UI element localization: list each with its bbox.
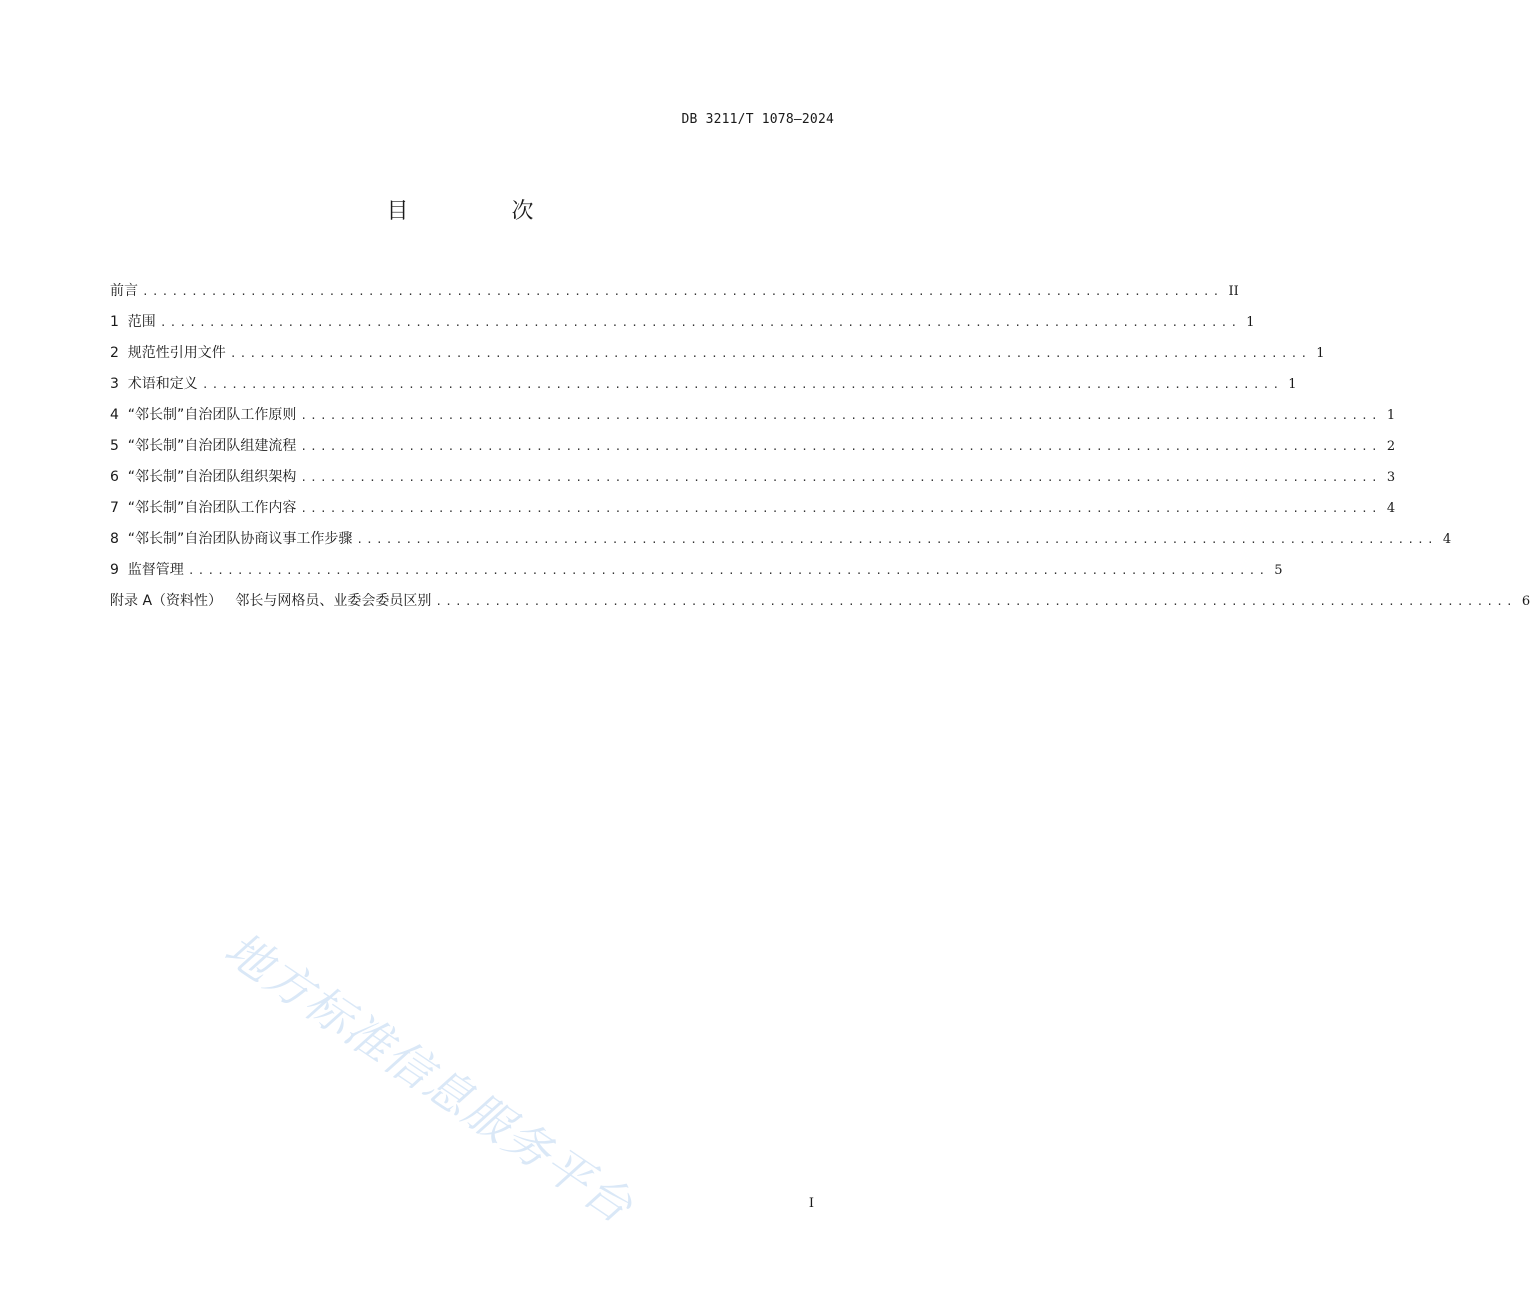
dot-leader: .............................................................................................................. <box>201 378 1283 391</box>
watermark: 地方标准信息服务平台 <box>215 921 644 1235</box>
toc-entry-label: 5 “邻长制”自治团队组建流程 <box>110 438 297 454</box>
dot-leader: .............................................................................................................. <box>142 285 1223 298</box>
toc-entry-foreword[interactable] <box>110 280 1239 311</box>
toc-entry-normative-references[interactable] <box>110 342 1325 373</box>
toc-entry-page: 1 <box>1386 408 1396 423</box>
toc-entry-label: 1 范围 <box>110 314 156 330</box>
toc-entry-terms-definitions[interactable] <box>110 373 1297 404</box>
toc-entry-principles[interactable] <box>110 404 1396 435</box>
document-code: DB 3211/T 1078—2024 <box>681 112 834 127</box>
toc-entry-page: II <box>1228 284 1239 299</box>
toc-entry-appendix-a[interactable] <box>110 590 1530 621</box>
toc-entry-work-content[interactable] <box>110 497 1396 528</box>
toc-entry-consultation-steps[interactable] <box>110 528 1452 559</box>
dot-leader: .............................................................................................................. <box>356 533 1437 546</box>
toc-entry-label: 8 “邻长制”自治团队协商议事工作步骤 <box>110 531 353 547</box>
toc-entry-label: 6 “邻长制”自治团队组织架构 <box>110 469 297 485</box>
toc-entry-label: 4 “邻长制”自治团队工作原则 <box>110 407 297 423</box>
toc-entry-formation-process[interactable] <box>110 435 1396 466</box>
dot-leader: .............................................................................................................. <box>300 471 1381 484</box>
toc-entry-page: 3 <box>1386 470 1396 485</box>
dot-leader: .............................................................................................................. <box>229 347 1311 360</box>
toc-title: 目 次 <box>386 199 582 224</box>
dot-leader: .............................................................................................................. <box>435 595 1516 608</box>
table-of-contents <box>110 280 1530 621</box>
toc-entry-page: 1 <box>1288 377 1297 392</box>
toc-entry-page: 4 <box>1442 532 1452 547</box>
toc-entry-page: 1 <box>1316 346 1325 361</box>
toc-entry-page: 5 <box>1274 563 1283 578</box>
toc-entry-organization-structure[interactable] <box>110 466 1396 497</box>
dot-leader: .............................................................................................................. <box>300 440 1381 453</box>
toc-entry-label: 7 “邻长制”自治团队工作内容 <box>110 500 297 516</box>
toc-entry-supervision[interactable] <box>110 559 1283 590</box>
toc-entry-page: 2 <box>1386 439 1396 454</box>
dot-leader: .............................................................................................................. <box>187 564 1269 577</box>
toc-entry-page: 6 <box>1521 594 1530 609</box>
toc-entry-label: 9 监督管理 <box>110 562 184 578</box>
toc-entry-scope[interactable] <box>110 311 1255 342</box>
toc-entry-page: 1 <box>1246 315 1255 330</box>
dot-leader: .............................................................................................................. <box>300 502 1381 515</box>
toc-entry-label: 前言 <box>110 283 138 299</box>
page-number: I <box>808 1196 814 1211</box>
toc-entry-label: 附录 A（资料性） 邻长与网格员、业委会委员区别 <box>110 593 432 609</box>
toc-entry-page: 4 <box>1386 501 1396 516</box>
dot-leader: .............................................................................................................. <box>159 316 1241 329</box>
toc-entry-label: 3 术语和定义 <box>110 376 198 392</box>
dot-leader: .............................................................................................................. <box>300 409 1381 422</box>
toc-entry-label: 2 规范性引用文件 <box>110 345 226 361</box>
